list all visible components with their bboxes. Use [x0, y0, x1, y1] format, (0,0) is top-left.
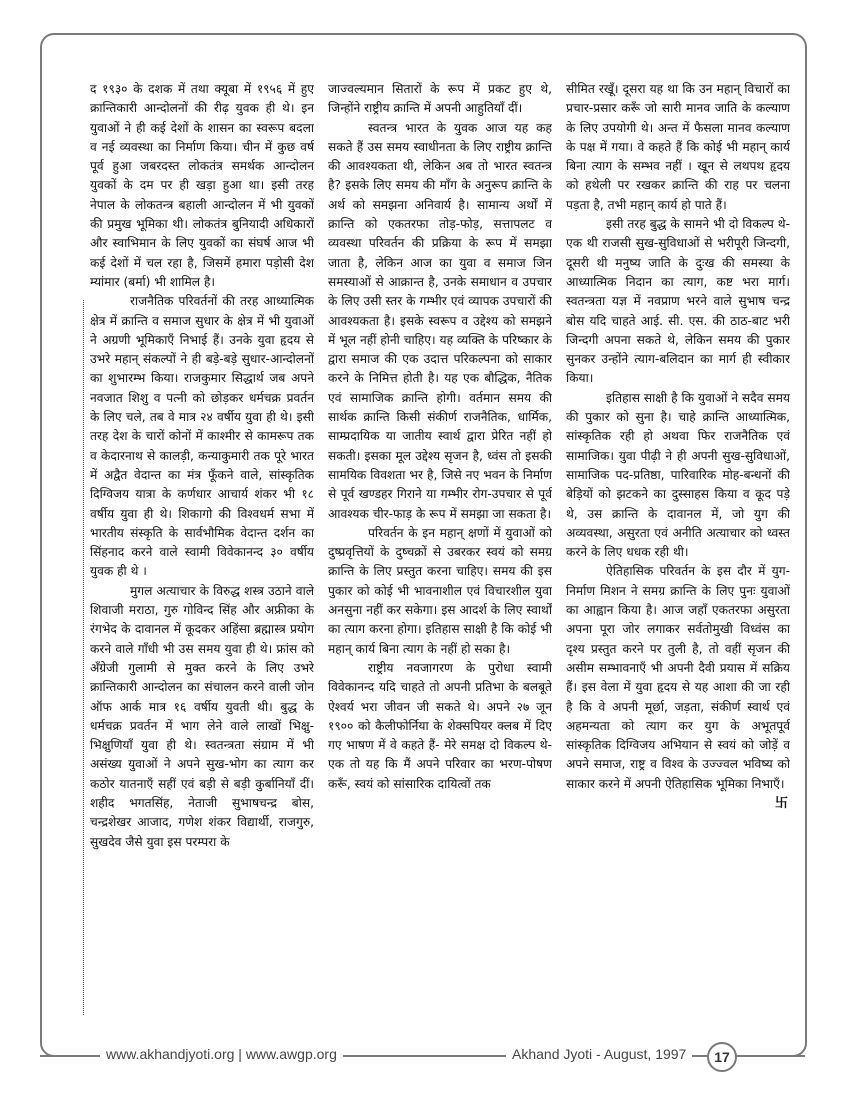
- page-footer: [0, 1042, 850, 1072]
- paragraph: ऐतिहासिक परिवर्तन के इस दौर में युग-निर्माण मिशन ने समग्र क्रान्ति के लिए पुनः युवाओं का आह्वान किया है। आज जहाँ एकतरफा असुरता अपना पूरा जोर लगाकर सर्वतोमुखी विध्वंस का दृश्य प्रस्तुत करने पर तुली है, तो वहीं सृजन की असीम सम्भावनाएँ भी अपनी दैवी प्रयास में सक्रिय हैं। इस वेला में युवा हृदय से यह आशा की जा रही है कि वे अपनी मूर्छा, जड़ता, संकीर्ण स्वार्थ एवं अहमन्यता को त्याग कर युग के अभूतपूर्व सांस्कृतिक दिग्विजय अभियान से स्वयं को जोड़ें व अपने समाज, राष्ट्र व विश्व के उज्ज्वल भविष्य को साकार करने में अपनी ऐतिहासिक भूमिका निभाएँ।: [566, 564, 790, 791]
- paragraph: इतिहास साक्षी है कि युवाओं ने सदैव समय की पुकार को सुना है। चाहे क्रान्ति आध्यात्मिक, सांस्कृतिक रही हो अथवा फिर राजनैतिक एवं सामाजिक। युवा पीढ़ी ने ही अपनी सुख-सुविधाओं, सामाजिक पद-प्रतिष्ठा, पारिवारिक मोह-बन्धनों की बेड़ियों को झटकने का दुस्साहस किया व कूद पड़े थे, उस क्रान्ति के दावानल में, जो युग की अव्यवस्था, असुरता एवं अनीति अत्याचार को ध्वस्त करने के लिए धधक रही थी।: [566, 390, 790, 560]
- footer-rule-left: [40, 1055, 100, 1057]
- column-2: [328, 80, 552, 1015]
- paragraph: मुगल अत्याचार के विरुद्ध शस्त्र उठाने वाले शिवाजी मराठा, गुरु गोविन्द सिंह और अफ्रीका के रंगभेद के दावानल में कूदकर अहिंसा ब्रह्मास्त्र प्रयोग करने वाले गाँधी भी उस समय युवा ही थे। फ्रांस को अँग्रेजी गुलामी से मुक्त करने के लिए उभरे क्रान्तिकारी आन्दोलन का संचालन करने वाली जोन ऑफ आर्क मात्र १६ वर्षीय युवती थी। बुद्ध के धर्मचक्र प्रवर्तन में भाग लेने वाले लाखों भिक्षु-भिक्षुणियाँ युवा ही थे। स्वतन्त्रता संग्राम में भी असंख्य युवाओं ने अपने सुख-भोग का त्याग कर कठोर यातनाएँ सहीं एवं बड़ी से बड़ी कुर्बानियाँ दीं। शहीद भगतसिंह, नेताजी सुभाषचन्द्र बोस, चन्द्रशेखर आजाद, गणेश शंकर विद्यार्थी, राजगुरु, सुखदेव जैसे युवा इस परम्परा के: [90, 583, 314, 849]
- footer-rule-middle: [380, 1055, 500, 1057]
- paragraph: जाज्वल्यमान सितारों के रूप में प्रकट हुए थे, जिन्होंने राष्ट्रीय क्रान्ति में अपनी आहुतियाँ दीं।: [328, 82, 552, 116]
- margin-dotted-rule: [83, 300, 84, 1015]
- footer-websites: www.akhandjyoti.org | www.awgp.org: [100, 1046, 343, 1062]
- page-number-badge: 17: [707, 1042, 737, 1072]
- swastika-end-mark-icon: 卐: [774, 795, 788, 811]
- column-1: [90, 80, 314, 1015]
- paragraph: राष्ट्रीय नवजागरण के पुरोधा स्वामी विवेकानन्द यदि चाहते तो अपनी प्रतिभा के बलबूते ऐश्वर्य भरा जीवन जी सकते थे। अपने २७ जून १९०० को कैलीफोर्निया के शेक्सपियर क्लब में दिए गए भाषण में वे कहते हैं- मेरे समक्ष दो विकल्प थे- एक तो यह कि मैं अपने परिवार का भरण-पोषण करूँ, स्वयं को सांसारिक दायित्वों तक: [328, 660, 552, 791]
- paragraph: इसी तरह बुद्ध के सामने भी दो विकल्प थे- एक थी राजसी सुख-सुविधाओं से भरीपूरी जिन्दगी, दूसरी थी मनुष्य जाति के दुःख की समस्या के आध्यात्मिक निदान का त्याग, कष्ट भरा मार्ग। स्वतन्त्रता यज्ञ में नवप्राण भरने वाले सुभाष चन्द्र बोस यदि चाहते आई. सी. एस. की ठाठ-बाट भरी जिन्दगी अपना सकते थे, लेकिन समय की पुकार सुनकर उन्होंने त्याग-बलिदान का मार्ग ही स्वीकार किया।: [566, 217, 790, 386]
- footer-rule-right: [735, 1055, 805, 1057]
- paragraph: परिवर्तन के इन महान् क्षणों में युवाओं को दुष्प्रवृत्तियों के दुष्चक्रों से उबरकर स्वयं को समग्र क्रान्ति के लिए प्रस्तुत करना चाहिए। समय की इस पुकार को कोई भी भावनाशील एवं विचारशील युवा अनसुना नहीं कर सकेगा। इस आदर्श के लिए स्वार्थों का त्याग करना होगा। इतिहास साक्षी है कि कोई भी महान् कार्य बिना त्याग के नहीं हो सका है।: [328, 525, 552, 656]
- paragraph: स्वतन्त्र भारत के युवक आज यह कह सकते हैं उस समय स्वाधीनता के लिए राष्ट्रीय क्रान्ति की आवश्यकता थी, लेकिन अब तो भारत स्वतन्त्र है? इसके लिए समय की माँग के अनुरूप क्रान्ति के अर्थ को समझना अनिवार्य है। सामान्य अर्थों में क्रान्ति को एकतरफा तोड़-फोड़, सत्तापलट व व्यवस्था परिवर्तन की प्रक्रिया के रूप में समझा जाता है, लेकिन आज का युवा व समाज जिन समस्याओं से आक्रान्त है, उनके समाधान व उपचार के लिए उसी स्तर के गम्भीर एवं व्यापक उपचारों की आवश्यकता है। इसके स्वरूप व उद्देश्य को समझने में भूल नहीं होनी चाहिए। यह व्यक्ति के परिष्कार के द्वारा समाज की एक उदात्त परिकल्पना को साकार करने के निमित्त होती है। यह एक बौद्धिक, नैतिक एवं सामाजिक क्रान्ति होगी। वर्तमान समय की सार्थक क्रान्ति किसी संकीर्ण राजनैतिक, धार्मिक, साम्प्रदायिक या जातीय स्वार्थ द्वारा प्रेरित नहीं हो सकती। इसका मूल उद्देश्य सृजन है, ध्वंस तो इसकी सामयिक विवशता भर है, जिसे नए भवन के निर्माण से पूर्व खण्डहर गिराने या गम्भीर रोग-उपचार से पूर्व आवश्यक चीर-फाड़ के रूप में समझा जा सकता है।: [328, 120, 552, 521]
- column-3: [566, 80, 790, 1015]
- footer-publication: Akhand Jyoti - August, 1997: [506, 1046, 692, 1062]
- paragraph: द १९३० के दशक में तथा क्यूबा में १९५६ में हुए क्रान्तिकारी आन्दोलनों की रीढ़ युवक ही थे। इन युवाओं ने ही कई देशों के शासन का स्वरूप बदला व नई व्यवस्था का निर्माण किया। चीन में कुछ वर्ष पूर्व हुआ जबरदस्त लोकतंत्र समर्थक आन्दोलन युवकों के दम पर ही खड़ा हुआ था। इसी तरह नेपाल के लोकतन्त्र बहाली आन्दोलन में भी युवकों की प्रमुख भूमिका थी। लोकतंत्र बुनियादी अधिकारों और स्वाभिमान के लिए युवकों का संघर्ष आज भी कई देशों में चल रहा है, जिसमें हमारा पड़ोसी देश म्यांमार (बर्मा) भी शामिल है।: [90, 82, 314, 289]
- paragraph: राजनैतिक परिवर्तनों की तरह आध्यात्मिक क्षेत्र में क्रान्ति व समाज सुधार के क्षेत्र में भी युवाओं ने अग्रणी भूमिकाएँ निभाई हैं। उनके युवा हृदय से उभरे महान् संकल्पों ने ही बड़े-बड़े सुधार-आन्दोलनों का शुभारम्भ किया। राजकुमार सिद्धार्थ जब अपने नवजात शिशु व पत्नी को छोड़कर धर्मचक्र प्रवर्तन के लिए चले, तब वे मात्र २४ वर्षीय युवा ही थे। इसी तरह देश के चारों कोनों में काश्मीर से कामरूप तक व केदारनाथ से कालड़ी, कन्याकुमारी तक पूरे भारत में अद्वैत वेदान्त का मंत्र फूँकने वाले, सांस्कृतिक दिग्विजय यात्रा के कर्णधार आचार्य शंकर भी १८ वर्षीय युवा ही थे। शिकागो की विश्वधर्म सभा में भारतीय संस्कृति के सार्वभौमिक वेदान्त दर्शन का सिंहनाद करने वाले स्वामी विवेकानन्द ३० वर्षीय युवक ही थे ।: [90, 294, 314, 579]
- article-body: [90, 80, 790, 1015]
- paragraph: सीमित रखूँ। दूसरा यह था कि उन महान् विचारों का प्रचार-प्रसार करूँ जो सारी मानव जाति के कल्याण के लिए उपयोगी थे। अन्त में फैसला मानव कल्याण के पक्ष में गया। वे कहते हैं कि कोई भी महान् कार्य बिना त्याग के सम्भव नहीं । खून से लथपथ हृदय को हथेली पर रखकर क्रान्ति की राह पर चलना पड़ता है, तभी महान् कार्य हो पाते हैं।: [566, 82, 790, 212]
